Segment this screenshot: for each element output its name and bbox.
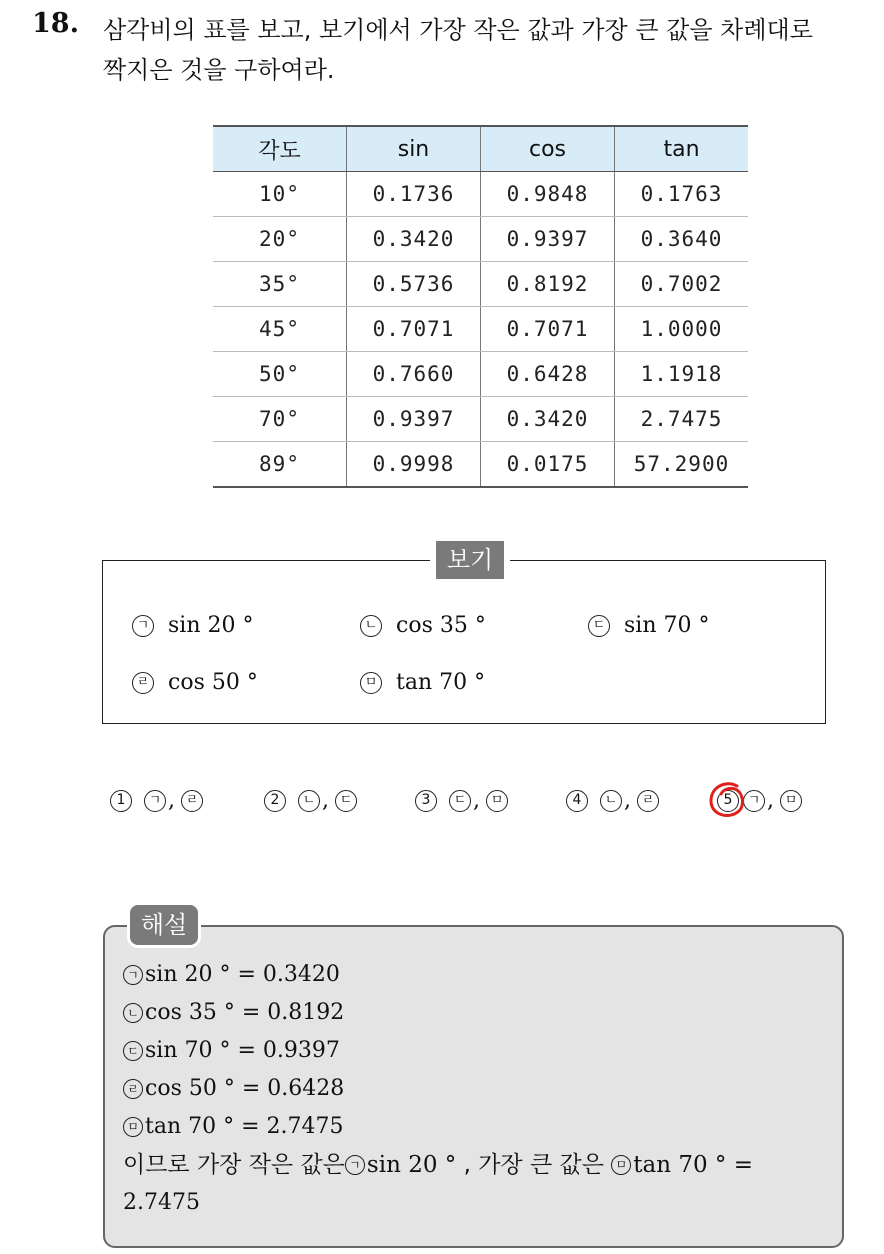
- bogi-item-a: [132, 613, 253, 638]
- choice-1[interactable]: 1 ㄱ , ㄹ: [110, 788, 203, 813]
- choice-number-icon: 2: [264, 790, 286, 812]
- choice-number-icon: 5: [717, 790, 739, 812]
- cell-sin: 0.5736: [347, 262, 481, 307]
- solution-conclusion: [123, 1146, 833, 1184]
- bogi-item-text: sin 70 °: [624, 613, 710, 638]
- table-row: [213, 352, 748, 397]
- jamo-mark-icon: ㄹ: [181, 790, 203, 812]
- jamo-mark-icon: ㄷ: [335, 790, 357, 812]
- answer-circle-mark-icon: [707, 780, 747, 822]
- question-line-2: 짝지은 것을 구하여라.: [103, 56, 335, 84]
- bogi-item-c: [588, 613, 709, 638]
- table-header-row: [213, 126, 748, 172]
- jamo-mark-icon: ㄴ: [298, 790, 320, 812]
- jamo-mark-icon: ㄴ: [600, 790, 622, 812]
- solution-line: [123, 994, 833, 1032]
- bogi-item-e: [360, 670, 485, 695]
- cell-tan: 1.1918: [615, 352, 749, 397]
- jamo-mark-icon: ㅁ: [780, 790, 802, 812]
- bogi-item-text: tan 70 °: [396, 670, 486, 695]
- jamo-mark-icon: ㅁ: [486, 790, 508, 812]
- bogi-title: 보기: [430, 541, 510, 579]
- cell-cos: 0.9848: [481, 172, 615, 217]
- choice-2[interactable]: 2 ㄴ , ㄷ: [264, 788, 357, 813]
- trig-table: [213, 125, 748, 488]
- solution-line: [123, 1070, 833, 1108]
- jamo-mark-icon: ㄷ: [123, 1041, 143, 1061]
- choice-5[interactable]: 5 ㄱ , ㅁ: [717, 788, 802, 813]
- table-row: [213, 172, 748, 217]
- cell-sin: 0.9397: [347, 397, 481, 442]
- cell-tan: 1.0000: [615, 307, 749, 352]
- jamo-mark-icon: ㅁ: [123, 1117, 143, 1137]
- question-number: 18.: [32, 8, 79, 39]
- choice-number-icon: 4: [566, 790, 588, 812]
- solution-lines: [123, 956, 833, 1222]
- jamo-mark-icon: ㄹ: [637, 790, 659, 812]
- table-row: [213, 397, 748, 442]
- cell-sin: 0.7660: [347, 352, 481, 397]
- jamo-mark-icon: ㄱ: [345, 1155, 365, 1175]
- bogi-item-d: [132, 670, 258, 695]
- header-angle: 각도: [213, 126, 347, 172]
- jamo-mark-icon: ㄴ: [360, 615, 382, 637]
- cell-sin: 0.7071: [347, 307, 481, 352]
- solution-conclusion-value: 2.7475: [123, 1190, 200, 1215]
- solution-line-text: sin 70 ° = 0.9397: [145, 1038, 340, 1063]
- jamo-mark-icon: ㄷ: [588, 615, 610, 637]
- jamo-mark-icon: ㅁ: [611, 1155, 631, 1175]
- jamo-mark-icon: ㅁ: [360, 672, 382, 694]
- solution-line: [123, 1032, 833, 1070]
- conclusion-max-term: tan 70 ° =: [633, 1152, 753, 1178]
- cell-angle: 70°: [213, 397, 347, 442]
- solution-line-text: tan 70 ° = 2.7475: [145, 1114, 344, 1139]
- jamo-mark-icon: ㄷ: [449, 790, 471, 812]
- conclusion-min-term: sin 20 °: [366, 1152, 457, 1178]
- bogi-item-text: cos 50 °: [168, 670, 258, 695]
- cell-angle: 89°: [213, 442, 347, 488]
- cell-sin: 0.3420: [347, 217, 481, 262]
- solution-line-text: cos 35 ° = 0.8192: [145, 1000, 345, 1025]
- cell-cos: 0.0175: [481, 442, 615, 488]
- conclusion-text: , 가장 큰 값은: [456, 1152, 612, 1178]
- solution-line: [123, 1108, 833, 1146]
- cell-tan: 0.7002: [615, 262, 749, 307]
- cell-tan: 0.1763: [615, 172, 749, 217]
- cell-tan: 0.3640: [615, 217, 749, 262]
- cell-sin: 0.9998: [347, 442, 481, 488]
- choice-4[interactable]: 4 ㄴ , ㄹ: [566, 788, 659, 813]
- solution-line: [123, 956, 833, 994]
- solution-title: 해설: [130, 905, 198, 945]
- jamo-mark-icon: ㄱ: [123, 965, 143, 985]
- cell-angle: 50°: [213, 352, 347, 397]
- choice-number-icon: 3: [415, 790, 437, 812]
- cell-tan: 57.2900: [615, 442, 749, 488]
- cell-sin: 0.1736: [347, 172, 481, 217]
- table-row: [213, 262, 748, 307]
- cell-cos: 0.9397: [481, 217, 615, 262]
- jamo-mark-icon: ㄱ: [132, 615, 154, 637]
- cell-angle: 20°: [213, 217, 347, 262]
- header-cos: cos: [481, 126, 615, 172]
- cell-cos: 0.6428: [481, 352, 615, 397]
- cell-angle: 35°: [213, 262, 347, 307]
- bogi-item-b: [360, 613, 486, 638]
- cell-angle: 45°: [213, 307, 347, 352]
- table-row: [213, 442, 748, 488]
- jamo-mark-icon: ㄹ: [123, 1079, 143, 1099]
- choice-number-icon: 1: [110, 790, 132, 812]
- cell-tan: 2.7475: [615, 397, 749, 442]
- bogi-item-text: sin 20 °: [168, 613, 254, 638]
- bogi-box: [102, 560, 826, 724]
- bogi-item-text: cos 35 °: [396, 613, 486, 638]
- jamo-mark-icon: ㄹ: [132, 672, 154, 694]
- jamo-mark-icon: ㄱ: [743, 790, 765, 812]
- cell-cos: 0.8192: [481, 262, 615, 307]
- table-row: [213, 217, 748, 262]
- jamo-mark-icon: ㄴ: [123, 1003, 143, 1023]
- jamo-mark-icon: ㄱ: [144, 790, 166, 812]
- cell-cos: 0.3420: [481, 397, 615, 442]
- question-line-1: 삼각비의 표를 보고, 보기에서 가장 작은 값과 가장 큰 값을 차례대로: [103, 16, 813, 44]
- table-row: [213, 307, 748, 352]
- solution-line-text: cos 50 ° = 0.6428: [145, 1076, 345, 1101]
- cell-cos: 0.7071: [481, 307, 615, 352]
- conclusion-text: 이므로 가장 작은 값은: [123, 1152, 345, 1178]
- header-tan: tan: [615, 126, 749, 172]
- question-text: [103, 10, 873, 90]
- choice-3[interactable]: 3 ㄷ , ㅁ: [415, 788, 508, 813]
- header-sin: sin: [347, 126, 481, 172]
- answer-choices: [0, 788, 884, 820]
- cell-angle: 10°: [213, 172, 347, 217]
- solution-line-text: sin 20 ° = 0.3420: [145, 962, 340, 987]
